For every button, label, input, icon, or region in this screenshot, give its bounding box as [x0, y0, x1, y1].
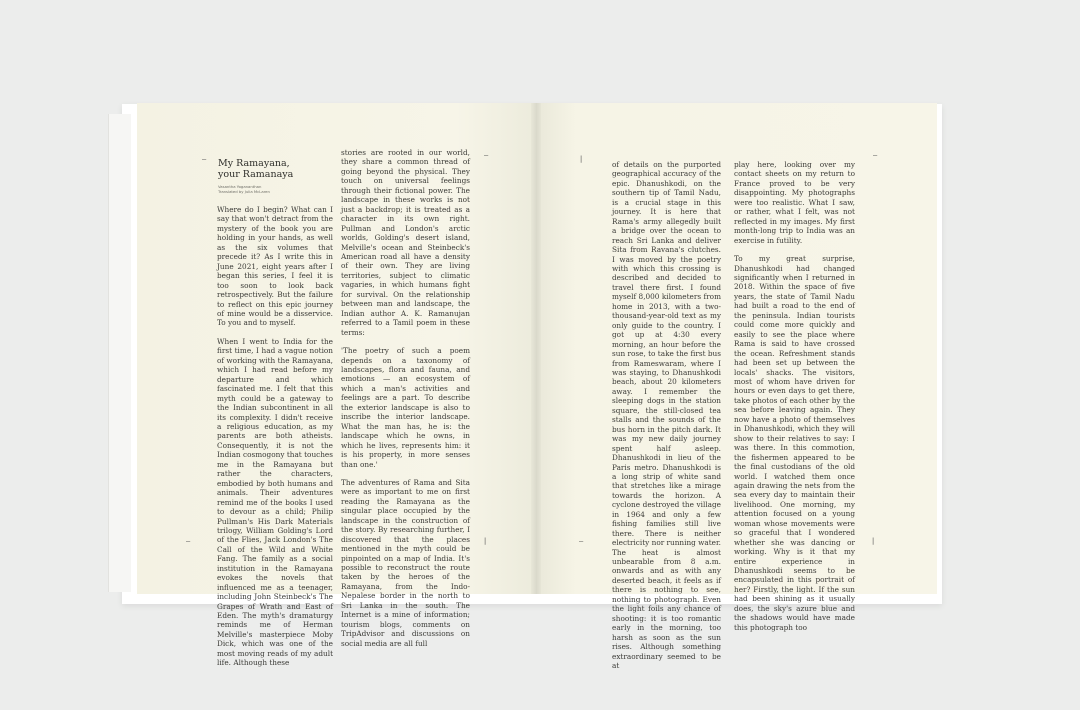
- crop-mark: —: [873, 151, 878, 159]
- column-3: [612, 160, 721, 670]
- paragraph: of details on the purported geographical accuracy of the epic. Dhanushkodi, on the southern tip of Tamil Nadu, is a crucial stage in this journey. It is here that Rama's army allegedly built a bridge over the ocean to reach Sri Lanka and deliver Sita from Ravana's clutches. I was moved by the poetry with which this crossing is described and decided to travel there first. I found myself 8,000 kilometers from home in 2013, with a two-thousand-year-old text as my only guide to the country. I got up at 4:30 every morning, an hour before the sun rose, to take the first bus from Rameswaram, where I was staying, to Dhanushkodi beach, about 20 kilometers away. I remember the sleeping dogs in the station square, the still-closed tea stalls and the sounds of the bus horn in the pitch dark. It was my new daily journey spent half asleep. Dhanushkodi in lieu of the Paris metro. Dhanushkodi is a long strip of white sand that stretches like a mirage towards the horizon. A cyclone destroyed the village in 1964 and only a few fishing families still live there. There is neither electricity nor running water. The heat is almost unbearable from 8 a.m. onwards and as with any deserted beach, it feels as if there is nothing to see, nothing to photograph. Even the light foils any chance of shooting: it is too romantic early in the morning, too harsh as soon as the sun rises. Although something extraordinary seemed to be at: [612, 160, 721, 671]
- paragraph: When I went to India for the first time, I had a vague notion of working with the Ramayana, which I had read before my departure and which fascinated me. I felt that this myth could be a gateway to the Indian subcontinent in all its complexity. I didn't receive a religious education, as my parents are both atheists. Consequently, it is not the Indian cosmogony that touches me in the Ramayana but rather the characters, embodied by both humans and animals. Their adventures remind me of the books I used to devour as a child; Philip Pullman's His Dark Materials trilogy, William Golding's Lord of the Flies, Jack London's The Call of the Wild and White Fang. The family as a social institution in the Ramayana evokes the novels that influenced me as a teenager, including John Steinbeck's The Grapes of Wrath and East of Eden. The myth's dramaturgy reminds me of Herman Melville's masterpiece Moby Dick, which was one of the most moving reads of my adult life. Although these: [217, 336, 333, 668]
- left-page: [137, 103, 536, 594]
- crop-mark: |: [579, 155, 584, 163]
- paragraph: play here, looking over my contact sheets on my return to France proved to be very disappointing. My photographs were too realistic. What I saw, or rather, what I felt, was not reflected in my images. My first month-long trip to India was an exercise in futility.: [734, 160, 855, 245]
- byline: [218, 184, 270, 194]
- crop-mark: —: [484, 151, 489, 159]
- column-4: [734, 160, 855, 632]
- column-1: [217, 205, 333, 668]
- paragraph: Where do I begin? What can I say that won't detract from the mystery of the book you are holding in your hands, as well as the six volumes that precede it? As I write this in June 2021, eight years after I began this series, I feel it is too soon to look back retrospectively. But the failure to reflect on this epic journey of mine would be a disservice. To you and to myself.: [217, 205, 333, 328]
- paragraph: stories are rooted in our world, they share a common thread of going beyond the physical. They touch on universal feelings through their fictional power. The landscape in these works is not just a backdrop; it is treated as a character in its own right. Pullman and London's arctic worlds, Golding's desert island, Melville's ocean and Steinbeck's American road all have a density of their own. They are living territories, subject to climatic vagaries, in which humans fight for survival. On the relationship between man and landscape, the Indian author A. K. Ramanujan referred to a Tamil poem in these terms:: [341, 148, 470, 337]
- column-2: [341, 148, 470, 648]
- byline-author: Vasantha Yogananthan: [218, 184, 262, 189]
- crop-mark: |: [871, 537, 876, 545]
- crop-mark: —: [202, 155, 207, 163]
- article-title: [218, 158, 293, 180]
- crop-mark: —: [579, 537, 584, 545]
- book-gutter: [531, 103, 541, 594]
- paragraph: To my great surprise, Dhanushkodi had changed significantly when I returned in 2018. Within the space of five years, the state of Tamil Nadu had built a road to the end of the peninsula. Indian tourists could come more quickly and easily to see the place where Rama is said to have crossed the ocean. Refreshment stands had been set up between the locals' shacks. The visitors, most of whom have driven for hours or even days to get there, take photos of each other by the sea before leaving again. They now have a photo of themselves in Dhanushkodi, which they will show to their relatives to say: I was there. In this commotion, the fishermen appeared to be the final custodians of the old world. I watched them once again drawing the nets from the sea every day to maintain their livelihood. One morning, my attention focused on a young woman whose movements were so graceful that I wondered whether she was dancing or working. Why is it that my entire experience in Dhanushkodi seems to be encapsulated in this portrait of her? Firstly, the light. If the sun had been shining as it usually does, the sky's azure blue and the shadows would have made this photograph too: [734, 254, 855, 632]
- crop-mark: |: [483, 537, 488, 545]
- page-stack-edge: [108, 114, 131, 592]
- byline-translator: Translated by Julia McLaren: [218, 189, 270, 194]
- paragraph: 'The poetry of such a poem depends on a taxonomy of landscapes, flora and fauna, and emotions — an ecosystem of which a man's activities and feelings are a part. To describe the exterior landscape is also to inscribe the interior landscape. What the man has, he is: the landscape which he owns, in which he lives, represents him: it is his property, in more senses than one.': [341, 346, 470, 469]
- crop-mark: —: [186, 537, 191, 545]
- title-line-2: your Ramanaya: [218, 169, 294, 180]
- title-line-1: My Ramayana,: [218, 158, 290, 169]
- paragraph: The adventures of Rama and Sita were as important to me on first reading the Ramayana as the singular place occupied by the landscape in the construction of the story. By researching further, I discovered that the places mentioned in the myth could be pinpointed on a map of India. It's possible to reconstruct the route taken by the heroes of the Ramayana, from the Indo-Nepalese border in the north to Sri Lanka in the south. The Internet is a mine of information; tourism blogs, comments on TripAdvisor and discussions on social media are all full: [341, 477, 470, 648]
